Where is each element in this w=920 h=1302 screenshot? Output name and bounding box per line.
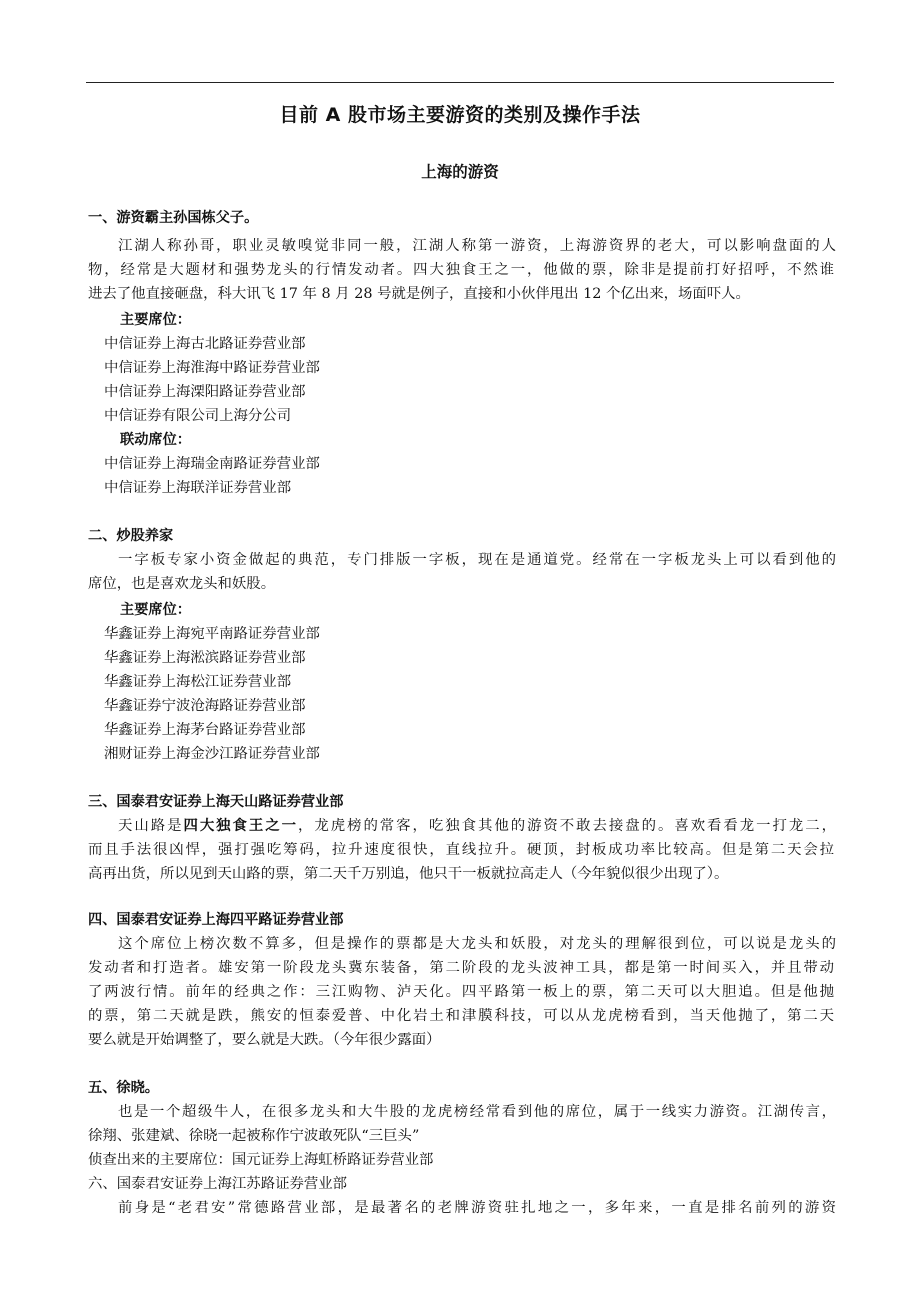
- section-4-para-line: 了两波行情。前年的经典之作：三江购物、泸天化。四平路第一板上的票，第二天可以大胆追。但是他抛: [88, 984, 834, 1000]
- para-text: ，龙虎榜的常客，吃独食其他的游资不敢去接盘的。喜欢看看龙一打龙二，: [298, 818, 836, 834]
- section-1-heading: 一、游资霸主孙国栋父子。: [88, 210, 259, 226]
- seat-item: 华鑫证券上海宛平南路证券营业部: [104, 626, 320, 642]
- main-seats-label: 主要席位：: [120, 602, 191, 618]
- section-3-para-line: [118, 814, 836, 838]
- seat-item: 中信证券上海古北路证券营业部: [104, 336, 306, 352]
- seat-item: 中信证券有限公司上海分公司: [104, 408, 292, 424]
- seat-item: 华鑫证券上海松江证券营业部: [104, 674, 292, 690]
- seat-item: 华鑫证券宁波沧海路证券营业部: [104, 698, 306, 714]
- section-2-para-line: 席位，也是喜欢龙头和妖股。: [88, 576, 276, 592]
- seat-item: 华鑫证券上海淞滨路证券营业部: [104, 650, 306, 666]
- seat-item: 中信证券上海联洋证券营业部: [104, 480, 292, 496]
- section-3-para-line: 高再出货，所以见到天山路的票，第二天千万别追，他只干一板就拉高走人（今年貌似很少出现了）。: [88, 866, 729, 882]
- highlight-text: 四大独食王之一: [183, 818, 298, 834]
- section-6-para-line: 前身是“老君安”常德路营业部，是最著名的老牌游资驻扎地之一，多年来，一直是排名前列的游资: [118, 1200, 836, 1216]
- section-5-heading: 五、徐晓。: [88, 1080, 159, 1096]
- section-2-para-line: 一字板专家小资金做起的典范，专门排版一字板，现在是通道党。经常在一字板龙头上可以看到他的: [118, 552, 836, 568]
- section-1-para-line: 进去了他直接砸盘，科大讯飞 17 年 8 月 28 号就是例子，直接和小伙伴甩出 12 个亿出来，场面吓人。: [88, 286, 750, 302]
- document-title: 目前 A 股市场主要游资的类别及操作手法: [279, 104, 641, 126]
- section-5-para-line: 徐翔、张建斌、徐晓一起被称作宁波敢死队“三巨头”: [88, 1128, 420, 1144]
- section-5-para-line: 侦查出来的主要席位：国元证券上海虹桥路证券营业部: [88, 1152, 434, 1168]
- section-4-para-line: 的票，第二天就是跌，熊安的恒泰爱普、中化岩土和津膜科技，可以从龙虎榜看到，当天他抛了，第二天: [88, 1008, 834, 1024]
- section-4-para-line: 要么就是开始调整了，要么就是大跌。（今年很少露面）: [88, 1032, 441, 1048]
- para-text: 天山路是: [118, 818, 184, 834]
- seat-item: 华鑫证券上海茅台路证券营业部: [104, 722, 306, 738]
- header-rule: [86, 82, 834, 83]
- section-subtitle: 上海的游资: [421, 163, 499, 181]
- section-6-heading: 六、国泰君安证券上海江苏路证券营业部: [88, 1176, 348, 1192]
- section-2-heading: 二、炒股养家: [88, 528, 174, 544]
- seat-item: 中信证券上海溧阳路证券营业部: [104, 384, 306, 400]
- section-1-para-line: 物，经常是大题材和强势龙头的行情发动者。四大独食王之一，他做的票，除非是提前打好招呼，不然谁: [88, 262, 834, 278]
- main-seats-label: 主要席位：: [120, 312, 191, 328]
- section-4-heading: 四、国泰君安证券上海四平路证券营业部: [88, 912, 344, 928]
- section-5-para-line: 也是一个超级牛人，在很多龙头和大牛股的龙虎榜经常看到他的席位，属于一线实力游资。江湖传言，: [118, 1104, 836, 1120]
- linked-seats-label: 联动席位：: [120, 432, 191, 448]
- section-3-para-line: 而且手法很凶悍，强打强吃筹码，拉升速度很快，直线拉升。硬顶，封板成功率比较高。但是第二天会拉: [88, 842, 834, 858]
- seat-item: 中信证券上海瑞金南路证券营业部: [104, 456, 320, 472]
- seat-item: 中信证券上海淮海中路证券营业部: [104, 360, 320, 376]
- section-4-para-line: 这个席位上榜次数不算多，但是操作的票都是大龙头和妖股，对龙头的理解很到位，可以说是龙头的: [118, 936, 836, 952]
- section-3-heading: 三、国泰君安证券上海天山路证券营业部: [88, 794, 344, 810]
- section-1-para-line: 江湖人称孙哥，职业灵敏嗅觉非同一般，江湖人称第一游资，上海游资界的老大，可以影响盘面的人: [118, 238, 836, 254]
- seat-item: 湘财证券上海金沙江路证券营业部: [104, 746, 320, 762]
- section-4-para-line: 发动者和打造者。雄安第一阶段龙头冀东装备，第二阶段的龙头波神工具，都是第一时间买入，并且带动: [88, 960, 834, 976]
